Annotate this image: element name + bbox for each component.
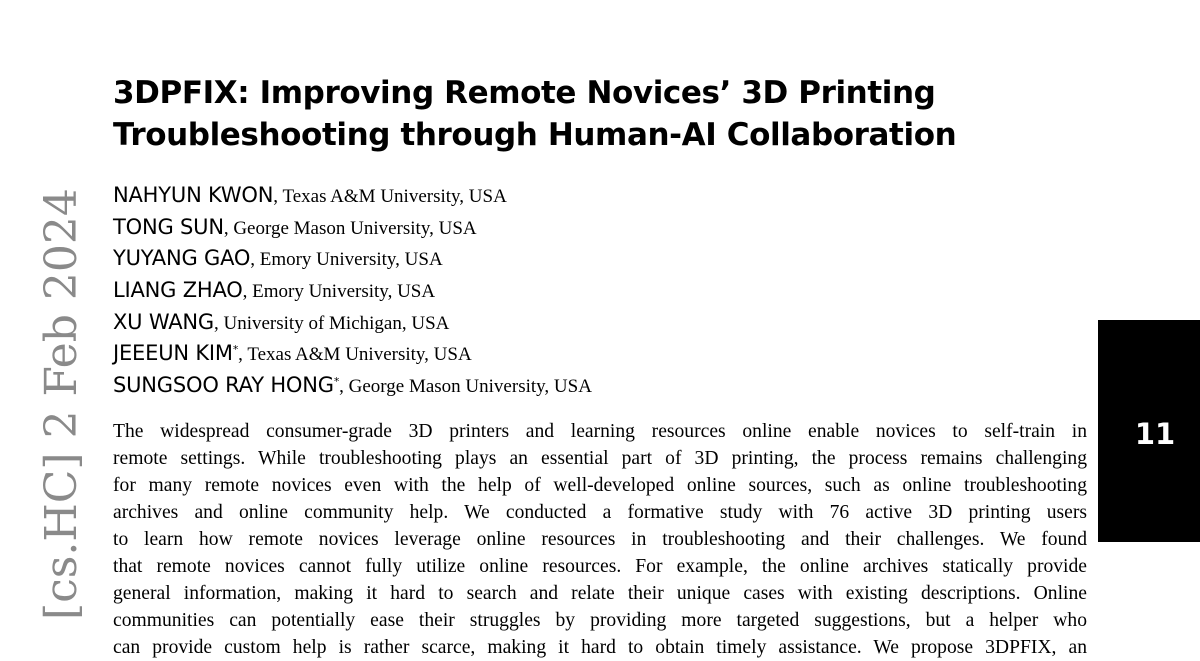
abstract-line: remote settings. While troubleshooting plays an essential part of 3D printing, the process remains challenging xyxy=(113,448,1087,469)
author-entry xyxy=(113,180,592,212)
abstract-line: to learn how remote novices leverage online resources in troubleshooting and their challenges. We found xyxy=(113,529,1087,550)
author-entry xyxy=(113,338,592,370)
author-name-text: LIANG ZHAO xyxy=(113,278,243,303)
chapter-tab xyxy=(1098,320,1200,542)
author-affiliation: , Texas A&M University, USA xyxy=(273,186,507,207)
paper-title xyxy=(113,72,1013,156)
author-entry xyxy=(113,243,592,275)
title-line-1: 3DPFIX: Improving Remote Novices’ 3D Printing xyxy=(113,75,936,111)
abstract-line: for many remote novices even with the help of well-developed online sources, such as online troubleshooting xyxy=(113,475,1087,496)
author-name xyxy=(113,373,339,397)
arxiv-identifier-stamp: [cs.HC] 2 Feb 2024 xyxy=(36,188,87,620)
author-entry xyxy=(113,370,592,402)
author-name xyxy=(113,278,243,302)
author-name xyxy=(113,341,238,365)
abstract-line: communities can potentially ease their struggles by providing more targeted suggestions, but a helper who xyxy=(113,610,1087,631)
author-name-text: TONG SUN xyxy=(113,214,224,239)
author-name-text: JEEEUN KIM xyxy=(113,341,233,366)
abstract-line: general information, making it hard to search and relate their unique cases with existing descriptions. Online xyxy=(113,583,1087,604)
abstract-line: archives and online community help. We conducted a formative study with 76 active 3D printing users xyxy=(113,502,1087,523)
title-line-2: Troubleshooting through Human-AI Collaboration xyxy=(113,117,957,153)
abstract-line: The widespread consumer-grade 3D printers and learning resources online enable novices to self-train in xyxy=(113,421,1087,442)
author-entry xyxy=(113,307,592,339)
author-name xyxy=(113,183,273,207)
author-name xyxy=(113,310,214,334)
abstract-line: that remote novices cannot fully utilize online resources. For example, the online archives statically provide xyxy=(113,556,1087,577)
author-list xyxy=(113,180,592,402)
author-affiliation: , Emory University, USA xyxy=(242,281,436,303)
author-entry xyxy=(113,212,592,244)
author-affiliation: , University of Michigan, USA xyxy=(214,312,450,334)
author-name xyxy=(113,246,250,270)
author-affiliation: , George Mason University, USA xyxy=(223,217,477,239)
corresponding-mark: * xyxy=(232,343,239,357)
chapter-number: 11 xyxy=(1134,417,1176,451)
author-name-text: SUNGSOO RAY HONG xyxy=(113,373,334,398)
corresponding-mark: * xyxy=(333,375,340,389)
abstract-line: can provide custom help is rather scarce, making it hard to obtain timely assistance. We propose 3DPFIX, an xyxy=(113,637,1087,658)
author-name-text: XU WANG xyxy=(113,309,214,334)
author-name-text: YUYANG GAO xyxy=(113,246,251,271)
abstract-paragraph xyxy=(113,418,1087,661)
author-name-text: NAHYUN KWON xyxy=(113,183,274,207)
author-affiliation: , Emory University, USA xyxy=(250,249,443,271)
author-entry xyxy=(113,275,592,307)
author-affiliation: , Texas A&M University, USA xyxy=(238,344,472,366)
author-name xyxy=(113,215,224,239)
author-affiliation: , George Mason University, USA xyxy=(339,376,592,398)
